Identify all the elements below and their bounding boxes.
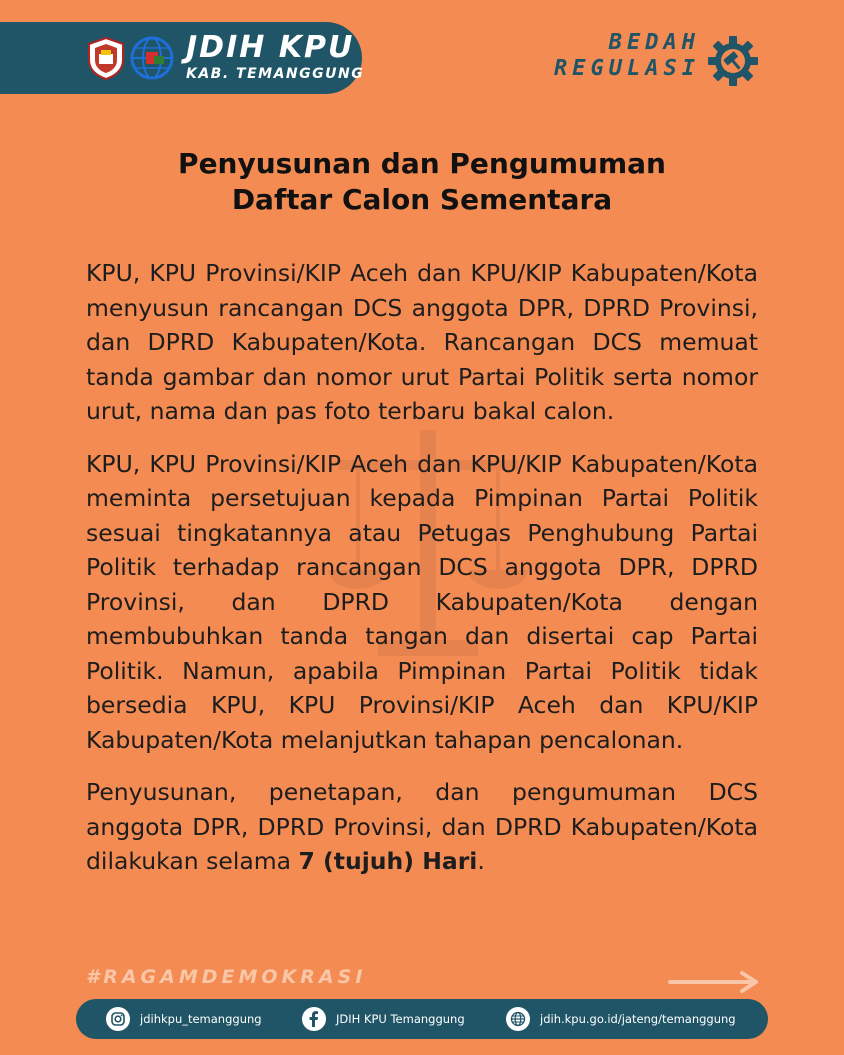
section-label — [554, 30, 700, 82]
arrow-right-icon — [668, 970, 760, 994]
page-title — [0, 146, 844, 218]
globe-icon — [506, 1007, 530, 1031]
paragraph-2: KPU, KPU Provinsi/KIP Aceh dan KPU/KIP Kabupaten/Kota meminta persetujuan kepada Pimpinan Partai Politik sesuai tingkatannya atau Petugas Penghubung Partai Politik terhadap rancangan DCS anggota DPR, DPRD Provinsi, dan DPRD Kabupaten/Kota dengan membubuhkan tanda tangan dan disertai cap Partai Politik. Namun, apabila Pimpinan Partai Politik tidak bersedia KPU, KPU Provinsi/KIP Aceh dan KPU/KIP Kabupaten/Kota melanjutkan tahapan pencalonan. — [86, 449, 758, 754]
footer-instagram[interactable] — [106, 999, 262, 1039]
footer-facebook[interactable] — [302, 999, 465, 1039]
hashtag: #RAGAMDEMOKRASI — [86, 966, 367, 988]
brand-title: JDIH KPU — [186, 30, 355, 65]
footer-website[interactable] — [506, 999, 736, 1039]
section-label-line2: REGULASI — [554, 56, 700, 81]
paragraph-1: KPU, KPU Provinsi/KIP Aceh dan KPU/KIP Kabupaten/Kota menyusun rancangan DCS anggota DPR, DPRD Provinsi, dan DPRD Kabupaten/Kota. Rancangan DCS memuat tanda gambar dan nomor urut Partai Politik serta nomor urut, nama dan pas foto terbaru bakal calon. — [86, 259, 758, 425]
instagram-handle: jdihkpu_temanggung — [140, 1012, 262, 1026]
paragraph-3-end: . — [477, 847, 485, 875]
globe-logo — [128, 34, 176, 82]
brand-subtitle: KAB. TEMANGGUNG — [186, 66, 365, 82]
kpu-logo — [86, 36, 126, 80]
content-body — [86, 256, 758, 897]
title-line1: Penyusunan dan Pengumuman — [178, 147, 666, 180]
section-label-line1: BEDAH — [608, 30, 700, 55]
duration-highlight: 7 (tujuh) Hari — [298, 847, 478, 875]
title-line2: Daftar Calon Sementara — [231, 183, 613, 216]
instagram-icon — [106, 1007, 130, 1031]
paragraph-3 — [86, 775, 758, 879]
facebook-page: JDIH KPU Temanggung — [336, 1012, 465, 1026]
facebook-icon — [302, 1007, 326, 1031]
gear-gavel-icon — [706, 34, 760, 88]
paragraph-3-text: Penyusunan, penetapan, dan pengumuman DCS anggota DPR, DPRD Provinsi, dan DPRD Kabupaten/Kota dilakukan selama — [86, 778, 758, 875]
footer-bar — [76, 999, 768, 1039]
website-url: jdih.kpu.go.id/jateng/temanggung — [540, 1012, 736, 1026]
